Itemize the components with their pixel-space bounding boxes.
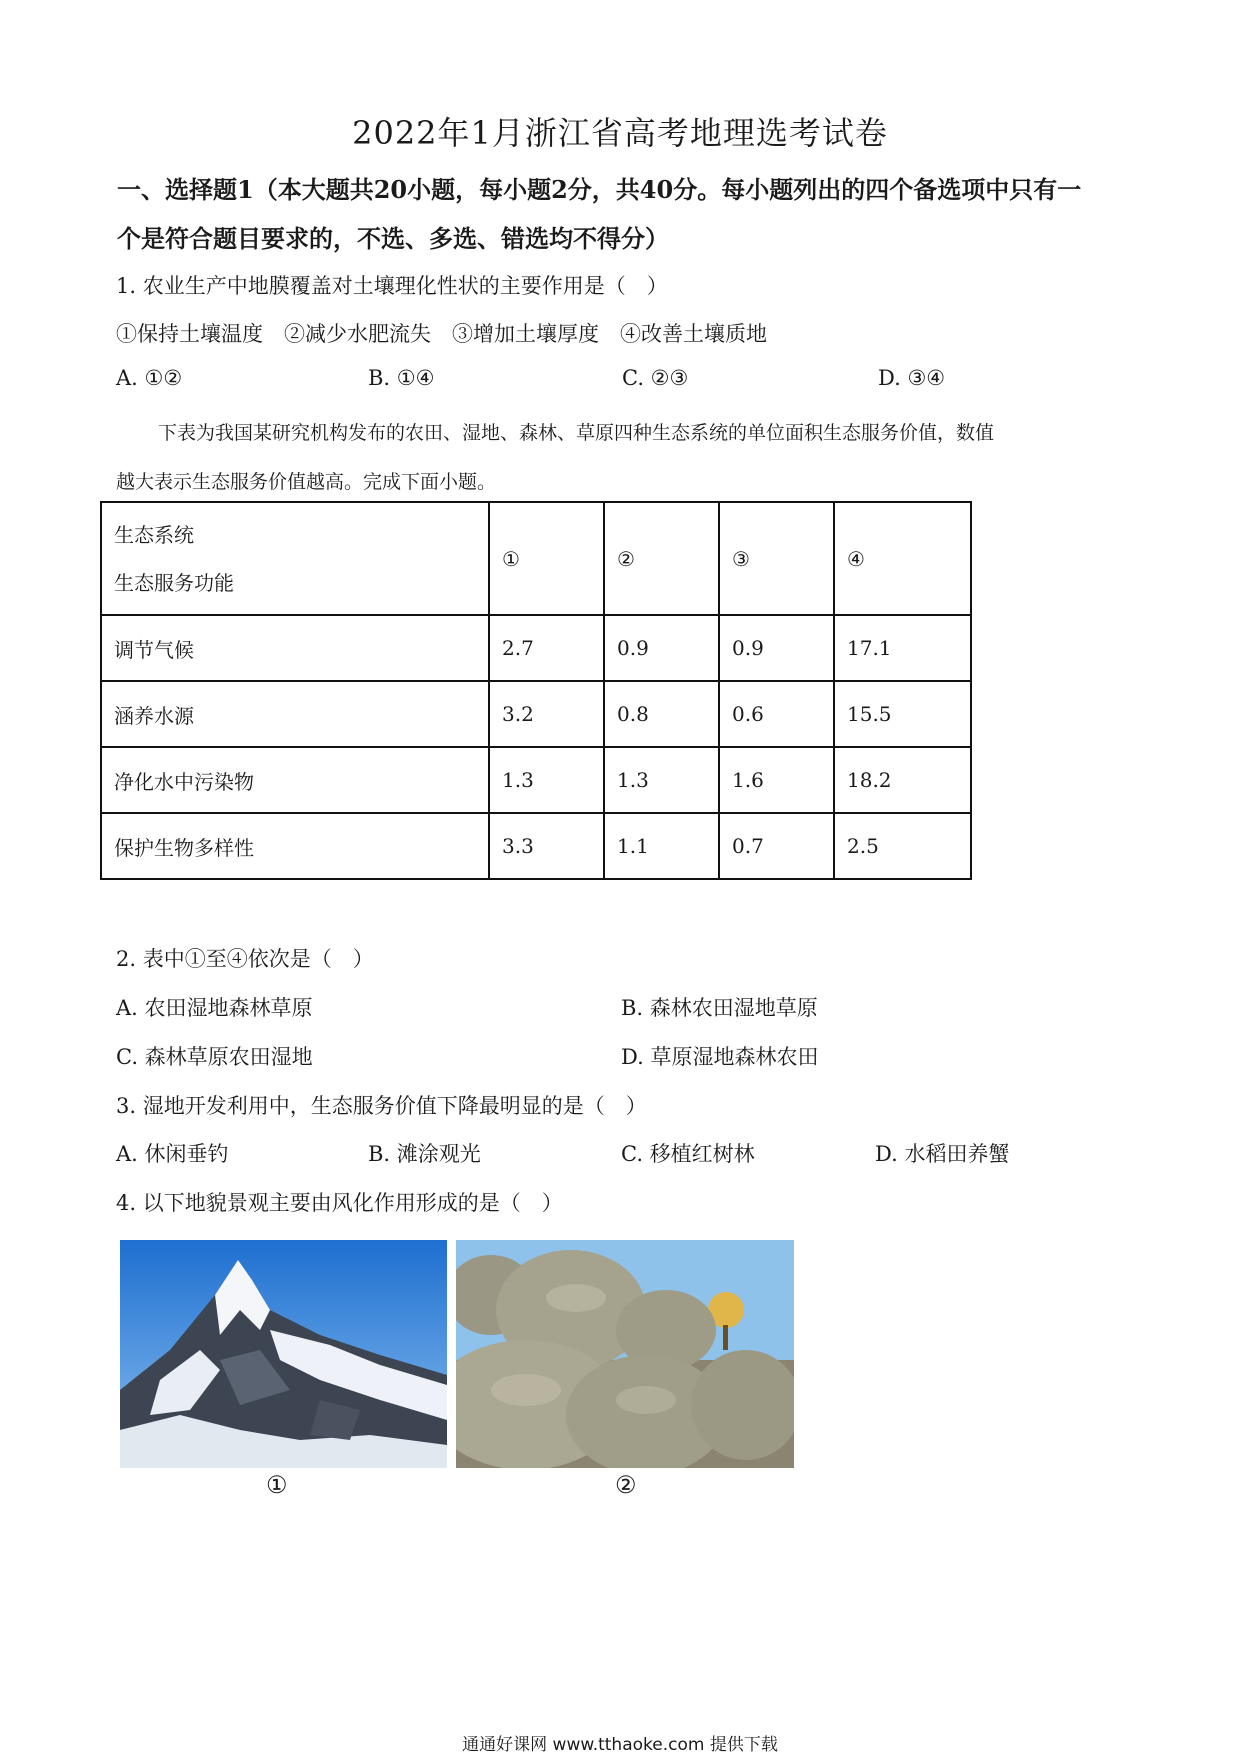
header-function-label: 生态服务功能 [114, 570, 234, 595]
table-intro-line1: 下表为我国某研究机构发布的农田、湿地、森林、草原四种生态系统的单位面积生态服务价值，数值 [158, 422, 995, 444]
row-label: 保护生物多样性 [101, 813, 489, 879]
table-row [101, 813, 971, 879]
q3-option-b: B. 滩涂观光 [368, 1142, 481, 1166]
header-corner-cell [101, 502, 489, 615]
cell-value: 18.2 [834, 747, 971, 813]
cell-value: 2.7 [489, 615, 604, 681]
question-3-stem: 3. 湿地开发利用中，生态服务价值下降最明显的是（ ） [116, 1094, 647, 1118]
section-heading-line1: 一、选择题1（本大题共20小题，每小题2分，共40分。每小题列出的四个备选项中只有一 [117, 175, 1082, 204]
cell-value: 0.8 [604, 681, 719, 747]
q3-option-a: A. 休闲垂钓 [116, 1142, 229, 1166]
cell-value: 2.5 [834, 813, 971, 879]
cell-value: 15.5 [834, 681, 971, 747]
header-col-3: ③ [719, 502, 834, 615]
cell-value: 0.6 [719, 681, 834, 747]
question-1-items: ①保持土壤温度 ②减少水肥流失 ③增加土壤厚度 ④改善土壤质地 [116, 322, 767, 346]
table-intro-line2: 越大表示生态服务价值越高。完成下面小题。 [116, 471, 497, 493]
photo-1-caption: ① [266, 1471, 288, 1499]
granite-boulders-photo [456, 1240, 794, 1468]
q3-option-c: C. 移植红树林 [621, 1142, 755, 1166]
cell-value: 0.9 [719, 615, 834, 681]
q1-option-a: A. ①② [116, 366, 183, 390]
row-label: 净化水中污染物 [101, 747, 489, 813]
table-header-row [101, 502, 971, 615]
cell-value: 1.6 [719, 747, 834, 813]
header-col-4: ④ [834, 502, 971, 615]
section-heading-line2: 个是符合题目要求的，不选、多选、错选均不得分） [117, 224, 669, 253]
boulders-illustration [456, 1240, 794, 1468]
photo-2-caption: ② [615, 1471, 637, 1499]
header-col-2: ② [604, 502, 719, 615]
table-row [101, 681, 971, 747]
q1-option-b: B. ①④ [368, 366, 435, 390]
q2-option-b: B. 森林农田湿地草原 [621, 996, 818, 1020]
row-label: 调节气候 [101, 615, 489, 681]
cell-value: 17.1 [834, 615, 971, 681]
cell-value: 3.3 [489, 813, 604, 879]
q3-option-d: D. 水稻田养蟹 [875, 1142, 1010, 1166]
table-row [101, 747, 971, 813]
mountain-peak-photo [120, 1240, 447, 1468]
question-2-stem: 2. 表中①至④依次是（ ） [116, 947, 374, 971]
header-col-1: ① [489, 502, 604, 615]
ecosystem-value-table [100, 501, 972, 880]
row-label: 涵养水源 [101, 681, 489, 747]
mountain-peak-illustration [120, 1240, 447, 1468]
cell-value: 1.1 [604, 813, 719, 879]
header-ecosystem-label: 生态系统 [114, 522, 194, 547]
cell-value: 0.7 [719, 813, 834, 879]
exam-title: 2022年1月浙江省高考地理选考试卷 [352, 114, 888, 152]
cell-value: 0.9 [604, 615, 719, 681]
q2-option-d: D. 草原湿地森林农田 [621, 1045, 819, 1069]
question-1-stem: 1. 农业生产中地膜覆盖对土壤理化性状的主要作用是（ ） [116, 274, 668, 298]
q2-option-c: C. 森林草原农田湿地 [116, 1045, 313, 1069]
question-4-stem: 4. 以下地貌景观主要由风化作用形成的是（ ） [116, 1191, 563, 1215]
page-footer: 通通好课网 www.tthaoke.com 提供下载 [462, 1735, 778, 1755]
cell-value: 1.3 [489, 747, 604, 813]
cell-value: 3.2 [489, 681, 604, 747]
table-row [101, 615, 971, 681]
q1-option-c: C. ②③ [622, 366, 689, 390]
q1-option-d: D. ③④ [878, 366, 946, 390]
cell-value: 1.3 [604, 747, 719, 813]
q2-option-a: A. 农田湿地森林草原 [116, 996, 313, 1020]
